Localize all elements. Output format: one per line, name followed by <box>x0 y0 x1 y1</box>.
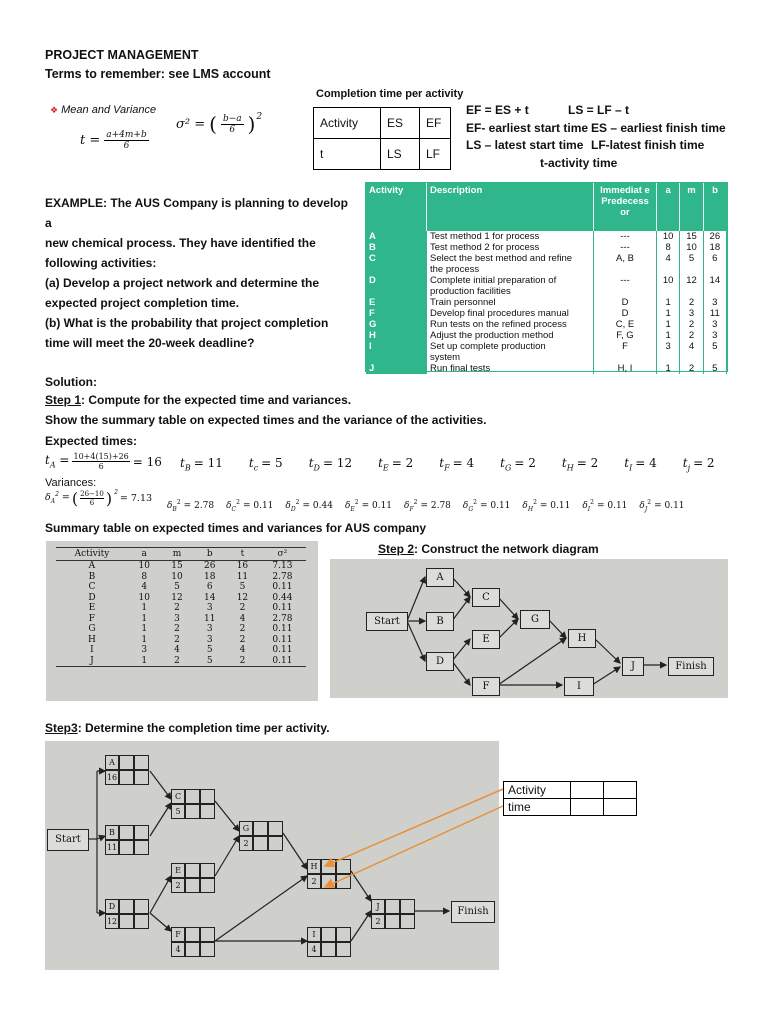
summary-cell: F <box>88 613 96 624</box>
activity-cell: 2 <box>680 297 703 308</box>
summary-cell: 0.11 <box>272 624 293 634</box>
node3-id: A <box>105 755 119 770</box>
activity-cell: 5 <box>703 341 726 352</box>
summary-cell: 16 <box>236 561 249 571</box>
activity-cell: 3 <box>657 341 680 352</box>
summary-cell: 3 <box>206 603 213 613</box>
activity-cell: 1 <box>657 319 680 330</box>
summary-cell: J <box>56 656 128 667</box>
col-activity: Activity <box>366 183 427 231</box>
node3-time: 5 <box>171 804 185 819</box>
summary-cell: B <box>88 571 96 582</box>
node3-time: 11 <box>105 840 119 855</box>
note-ef-def: EF- earliest start time <box>466 121 589 135</box>
activity-cell: 1 <box>657 330 680 341</box>
summary-cell: 10 <box>171 571 183 582</box>
example-line: time will meet the 20-week deadline? <box>45 336 255 350</box>
activity-cell: Adjust the production method <box>427 330 594 341</box>
variance-denominator: 6 <box>229 124 236 135</box>
summary-cell: 6 <box>206 582 213 592</box>
activity-cell: 4 <box>680 341 703 352</box>
activity-cell: D <box>366 275 427 286</box>
node3-time: 2 <box>371 914 385 929</box>
activity-cell: B <box>366 242 427 253</box>
summary-cell: 2 <box>174 603 180 613</box>
summary-cell: 5 <box>174 582 180 592</box>
col-a: a <box>657 183 680 231</box>
summary-cell: 1 <box>141 634 148 645</box>
activity-time-legend <box>503 781 637 816</box>
node3-id: E <box>171 863 185 878</box>
expected-heading: Expected times: <box>45 434 138 448</box>
activity-cell: 3 <box>703 319 726 330</box>
summary-cell: 10 <box>138 561 150 571</box>
summary-cell: 5 <box>239 582 246 592</box>
activity-cell: 3 <box>703 297 726 308</box>
note-ls-def: LS – latest start time <box>466 138 584 152</box>
activity-cell: A <box>366 231 427 242</box>
expected-time-item: $t_E = 2$ <box>378 456 414 473</box>
diamond-bullet-icon: ❖ <box>50 105 59 115</box>
summary-cell: 12 <box>236 592 249 603</box>
node3-finish: Finish <box>451 901 495 923</box>
activity-cell: F <box>594 341 657 352</box>
node-h: H <box>568 629 596 648</box>
vara-denominator: 6 <box>89 499 95 507</box>
node-c: C <box>472 588 500 607</box>
note-ls-formula: LS = LF – t <box>568 103 630 117</box>
ta-denominator: 6 <box>98 462 104 471</box>
variance-item: $\delta_B^2 = 2.78$ <box>167 499 215 513</box>
summary-cell: 3 <box>206 634 213 645</box>
node3-id: H <box>307 859 321 874</box>
summary-cell: 3 <box>206 624 213 634</box>
activity-cell: 14 <box>703 275 726 286</box>
step1-label: Step 1 <box>45 393 82 407</box>
summary-cell: 26 <box>203 561 216 571</box>
activity-cell: I <box>366 341 427 352</box>
activity-cell: Set up complete production <box>427 341 594 352</box>
mean-denominator: 6 <box>123 141 130 151</box>
summary-cell: 1 <box>141 613 148 624</box>
step3-text: : Determine the completion time per activity. <box>77 721 330 735</box>
summary-cell: C <box>88 582 96 592</box>
summary-cell: 2 <box>239 634 246 645</box>
note-ef-formula: EF = ES + t <box>466 103 529 117</box>
variance-a: $\delta_A^2$ = ( $\frac{26-10}{6}$ ) $^2$ = 7.13 <box>45 489 153 508</box>
node3-time: 2 <box>171 878 185 893</box>
node3-start: Start <box>47 829 89 851</box>
summary-cell: 18 <box>203 571 216 582</box>
activity-cell: F <box>366 308 427 319</box>
summary-cell: 2 <box>174 634 180 645</box>
activity-cell: A, B <box>594 253 657 264</box>
legend-time: time <box>504 799 571 816</box>
summary-cell: I <box>90 645 94 655</box>
node-a: A <box>426 568 454 587</box>
summary-cell: 0.11 <box>272 645 293 655</box>
col-description: Description <box>427 183 594 231</box>
summary-cell: 2 <box>161 656 194 667</box>
activity-cell: 5 <box>703 363 726 374</box>
expected-time-item: $t_H = 2$ <box>561 456 599 473</box>
variance-item: $\delta_J^2 = 0.11$ <box>639 499 685 513</box>
node3-id: I <box>307 927 321 942</box>
example-lead: EXAMPLE: <box>45 196 108 210</box>
activity-cell: 6 <box>703 253 726 264</box>
note-t-def: t-activity time <box>540 156 618 170</box>
example-line: expected project completion time. <box>45 296 240 310</box>
summary-cell: D <box>88 592 96 603</box>
node-i: I <box>564 677 594 696</box>
node3-time: 12 <box>105 914 119 929</box>
summary-cell: A <box>88 561 96 571</box>
activity-cell: Train personnel <box>427 297 594 308</box>
variance-item: $\delta_C^2 = 0.11$ <box>226 499 274 513</box>
activity-cell: 8 <box>657 242 680 253</box>
activity-cell: 1 <box>657 297 680 308</box>
activity-cell: 3 <box>703 330 726 341</box>
variance-exponent: 2 <box>256 112 263 122</box>
activity-cell: Select the best method and refine <box>427 253 594 264</box>
expected-time-item: $t_G = 2$ <box>500 456 536 473</box>
activity-cell: E <box>366 297 427 308</box>
node3-time: 2 <box>239 836 253 851</box>
terms-note: Terms to remember: see LMS account <box>45 67 271 81</box>
cell-lf: LF <box>420 139 451 170</box>
expected-time-item: $t_I = 4$ <box>624 456 657 473</box>
node-start: Start <box>366 612 408 631</box>
activity-cell: 26 <box>703 231 726 242</box>
vara-result: = 7.13 <box>119 493 153 504</box>
activity-cell: 15 <box>680 231 703 242</box>
example-line: (b) What is the probability that project completion <box>45 316 329 330</box>
activity-cell: D <box>594 308 657 319</box>
cell-ls: LS <box>381 139 420 170</box>
summary-cell: 14 <box>203 592 216 603</box>
summary-cell: 8 <box>141 571 148 582</box>
variance-item: $\delta_G^2 = 0.11$ <box>462 499 511 513</box>
vara-numerator: 26−10 <box>80 490 104 498</box>
variance-item: $\delta_I^2 = 0.11$ <box>582 499 628 513</box>
example-line: (a) Develop a project network and determine the <box>45 276 320 290</box>
expected-ta: $t_A$ = $\frac{10+4(15)+26}{6}$ = 16 <box>45 452 162 471</box>
node3-time: 4 <box>171 942 185 957</box>
summary-cell: 4 <box>174 645 180 655</box>
node3-id: D <box>105 899 119 914</box>
step3-label: Step3 <box>45 721 78 735</box>
summary-cell: 2 <box>226 656 259 667</box>
node3-id: B <box>105 825 119 840</box>
col-predecessor: Immediat e Predecess or <box>594 183 657 231</box>
variances-heading: Variances: <box>45 477 97 489</box>
activity-cell: D <box>594 297 657 308</box>
variance-numerator: b−a <box>222 113 242 124</box>
summary-cell: 5 <box>206 645 213 655</box>
activity-cell: production facilities <box>427 286 594 297</box>
step2-text: : Construct the network diagram <box>414 542 599 556</box>
summary-cell: 2 <box>239 603 246 613</box>
variance-item: $\delta_E^2 = 0.11$ <box>344 499 393 513</box>
note-es-def: ES – earliest finish time <box>591 121 726 135</box>
summary-cell: 2.78 <box>272 571 293 582</box>
expected-time-item: $t_j = 2$ <box>682 456 715 473</box>
activity-cell: 5 <box>680 253 703 264</box>
legend-activity: Activity <box>504 782 571 799</box>
activity-cell: 10 <box>657 231 680 242</box>
summary-header-cell: Activity <box>56 548 128 561</box>
expected-time-item: $t_B = 11$ <box>180 456 223 473</box>
activity-cell: Complete initial preparation of <box>427 275 594 286</box>
cell-t: t <box>314 139 381 170</box>
variance-formula: σ² = ( $\frac{b-a}{6}$ ) $^2$ <box>176 112 263 136</box>
variance-lhs: σ² = <box>176 116 206 132</box>
variance-item: $\delta_D^2 = 0.44$ <box>285 499 333 513</box>
node3-id: G <box>239 821 253 836</box>
activity-cell: C <box>366 253 427 264</box>
activity-cell: Test method 2 for process <box>427 242 594 253</box>
summary-cell: 4 <box>239 613 246 624</box>
cell-ef: EF <box>420 108 451 139</box>
activity-cell: --- <box>594 275 657 286</box>
activity-cell: H, I <box>594 363 657 374</box>
summary-cell: 11 <box>203 613 216 624</box>
activity-cell: 2 <box>680 363 703 374</box>
summary-header-cell: a <box>128 548 161 561</box>
node3-time: 16 <box>105 770 119 785</box>
activity-cell: G <box>366 319 427 330</box>
col-b: b <box>703 183 726 231</box>
node-j: J <box>622 657 644 676</box>
activity-cell: J <box>366 363 427 374</box>
node3-time: 4 <box>307 942 321 957</box>
activity-cell: system <box>427 352 594 363</box>
solution-heading: Solution: <box>45 375 97 389</box>
summary-cell: 0.11 <box>272 582 293 592</box>
summary-cell: 2 <box>174 624 180 634</box>
activity-cell: 2 <box>680 319 703 330</box>
activity-cell: 2 <box>680 330 703 341</box>
activity-cell: 1 <box>657 363 680 374</box>
summary-cell: 3 <box>141 645 148 655</box>
summary-cell: 2 <box>239 624 246 634</box>
cell-activity: Activity <box>314 108 381 139</box>
node-b: B <box>426 612 454 631</box>
activity-cell: Run tests on the refined process <box>427 319 594 330</box>
activity-cell: F, G <box>594 330 657 341</box>
activity-cell: 3 <box>680 308 703 319</box>
ta-result: = 16 <box>132 454 162 469</box>
expected-time-item: $t_c = 5$ <box>248 456 283 473</box>
activity-cell: --- <box>594 231 657 242</box>
summary-cell: 1 <box>141 603 148 613</box>
summary-cell: 1 <box>128 656 161 667</box>
summary-heading: Summary table on expected times and variances for AUS company <box>45 521 427 535</box>
summary-cell: 4 <box>239 645 246 655</box>
summary-cell: 0.11 <box>272 634 293 645</box>
activity-cell: --- <box>594 242 657 253</box>
summary-cell: 4 <box>141 582 148 592</box>
variance-item: $\delta_H^2 = 0.11$ <box>522 499 571 513</box>
activity-cell: 1 <box>657 308 680 319</box>
activity-cell: 10 <box>680 242 703 253</box>
summary-cell: 0.44 <box>272 592 293 603</box>
summary-header-cell: b <box>193 548 226 561</box>
node-finish: Finish <box>668 657 714 676</box>
activity-cell: 11 <box>703 308 726 319</box>
summary-cell: 0.11 <box>272 603 293 613</box>
note-lf-def: LF-latest finish time <box>591 138 705 152</box>
activity-cell: Test method 1 for process <box>427 231 594 242</box>
activity-cell: Run final tests <box>427 363 594 374</box>
summary-cell: H <box>88 634 96 645</box>
node3-id: F <box>171 927 185 942</box>
summary-cell: 3 <box>174 613 180 624</box>
step2-label: Step 2 <box>378 542 415 556</box>
node-g: G <box>520 610 550 629</box>
node3-id: J <box>371 899 385 914</box>
example-line: following activities: <box>45 256 157 270</box>
summary-cell: 7.13 <box>272 561 293 571</box>
activity-cell: Develop final procedures manual <box>427 308 594 319</box>
summary-header-cell: t <box>226 548 259 561</box>
summary-cell: 15 <box>171 561 183 571</box>
expected-time-item: $t_F = 4$ <box>439 456 475 473</box>
activity-cell: C, E <box>594 319 657 330</box>
summary-cell: 10 <box>138 592 150 603</box>
summary-cell: 1 <box>141 624 148 634</box>
variance-item: $\delta_F^2 = 2.78$ <box>404 499 451 513</box>
node-d: D <box>426 652 454 671</box>
summary-header-cell: m <box>161 548 194 561</box>
col-m: m <box>680 183 703 231</box>
example-text: EXAMPLE: The AUS Company is planning to develop a new chemical process. They have identified the following activities: (a) Develop a project network and determine the expected project completion time. (b) What is the probability that project completion time will meet the 20-week deadline? <box>45 193 355 353</box>
example-line: new chemical process. They have identified the <box>45 236 316 250</box>
summary-cell: 12 <box>171 592 183 603</box>
activity-cell: H <box>366 330 427 341</box>
ta-numerator: 10+4(15)+26 <box>73 452 129 461</box>
activity-cell: 18 <box>703 242 726 253</box>
node-f: F <box>472 677 500 696</box>
summary-header-cell: σ² <box>259 548 306 561</box>
page-title: PROJECT MANAGEMENT <box>45 48 199 62</box>
node3-time: 2 <box>307 874 321 889</box>
mean-variance-label: Mean and Variance <box>61 104 157 116</box>
expected-time-item: $t_D = 12$ <box>308 456 353 473</box>
activity-cell: the process <box>427 264 594 275</box>
summary-cell: 2.78 <box>272 613 293 624</box>
summary-cell: E <box>88 603 96 613</box>
node3-id: C <box>171 789 185 804</box>
completion-title: Completion time per activity <box>316 88 464 100</box>
activity-cell: 12 <box>680 275 703 286</box>
mean-numerator: a+4m+b <box>106 130 147 140</box>
node-e: E <box>472 630 500 649</box>
summary-cell: 5 <box>193 656 226 667</box>
summary-note: Show the summary table on expected times and the variance of the activities. <box>45 413 487 427</box>
step1-text: : Compute for the expected time and variances. <box>81 393 352 407</box>
activity-cell: 10 <box>657 275 680 286</box>
summary-cell: 0.11 <box>259 656 306 667</box>
summary-cell: G <box>88 624 96 634</box>
summary-cell: 11 <box>236 571 249 582</box>
cell-es: ES <box>381 108 420 139</box>
mean-lhs: t = <box>80 133 101 148</box>
activity-cell: 4 <box>657 253 680 264</box>
